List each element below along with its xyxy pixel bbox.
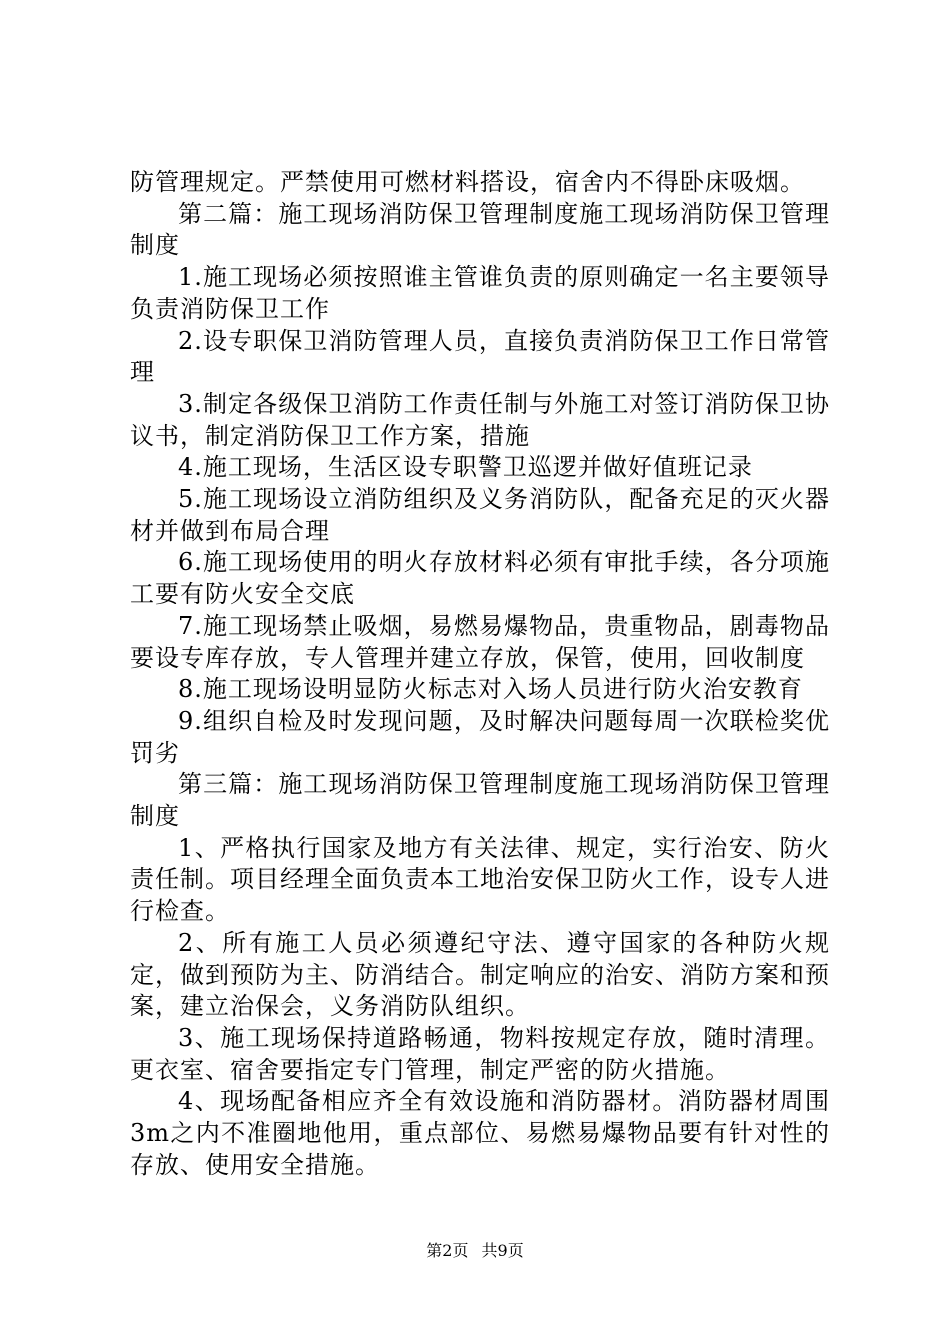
list-item: 6.施工现场使用的明火存放材料必须有审批手续，各分项施工要有防火安全交底 xyxy=(130,548,830,609)
list-item: 5.施工现场设立消防组织及义务消防队，配备充足的灭火器材并做到布局合理 xyxy=(130,485,830,545)
page-number: 第2页 xyxy=(426,1241,469,1260)
paragraph-continuation: 防管理规定。严禁使用可燃材料搭设，宿舍内不得卧床吸烟。 xyxy=(130,168,805,196)
section-heading-part-two: 第二篇：施工现场消防保卫管理制度施工现场消防保卫管理制度 xyxy=(130,199,830,260)
list-item: 3.制定各级保卫消防工作责任制与外施工对签订消防保卫协议书，制定消防保卫工作方案，措施 xyxy=(130,389,830,450)
section-heading-part-three: 第三篇：施工现场消防保卫管理制度施工现场消防保卫管理制度 xyxy=(130,770,830,831)
list-item: 1、严格执行国家及地方有关法律、规定，实行治安、防火责任制。项目经理全面负责本工地治安保卫防火工作，设专人进行检查。 xyxy=(130,833,830,926)
list-item: 9.组织自检及时发现问题，及时解决问题每周一次联检奖优罚劣 xyxy=(130,706,830,767)
list-item: 3、施工现场保持道路畅通，物料按规定存放，随时清理。更衣室、宿舍要指定专门管理，制定严密的防火措施。 xyxy=(130,1023,830,1084)
page-total: 共9页 xyxy=(481,1241,524,1260)
page-footer xyxy=(0,1241,950,1261)
list-item: 2.设专职保卫消防管理人员，直接负责消防保卫工作日常管理 xyxy=(130,326,830,387)
list-item: 8.施工现场设明显防火标志对入场人员进行防火治安教育 xyxy=(178,675,803,704)
list-item: 1.施工现场必须按照谁主管谁负责的原则确定一名主要领导负责消防保卫工作 xyxy=(130,263,830,323)
list-item: 4.施工现场，生活区设专职警卫巡逻并做好值班记录 xyxy=(178,453,753,482)
list-item: 2、所有施工人员必须遵纪守法、遵守国家的各种防火规定，做到预防为主、防消结合。制定响应的治安、消防方案和预案，建立治保会，义务消防队组织。 xyxy=(130,928,830,1021)
document-body xyxy=(130,167,830,1182)
list-item: 7.施工现场禁止吸烟，易燃易爆物品，贵重物品，剧毒物品要设专库存放，专人管理并建立存放，保管，使用，回收制度 xyxy=(130,611,830,672)
list-item: 4、现场配备相应齐全有效设施和消防器材。消防器材周围3m之内不准圈地他用，重点部位、易燃易爆物品要有针对性的存放、使用安全措施。 xyxy=(130,1087,830,1179)
